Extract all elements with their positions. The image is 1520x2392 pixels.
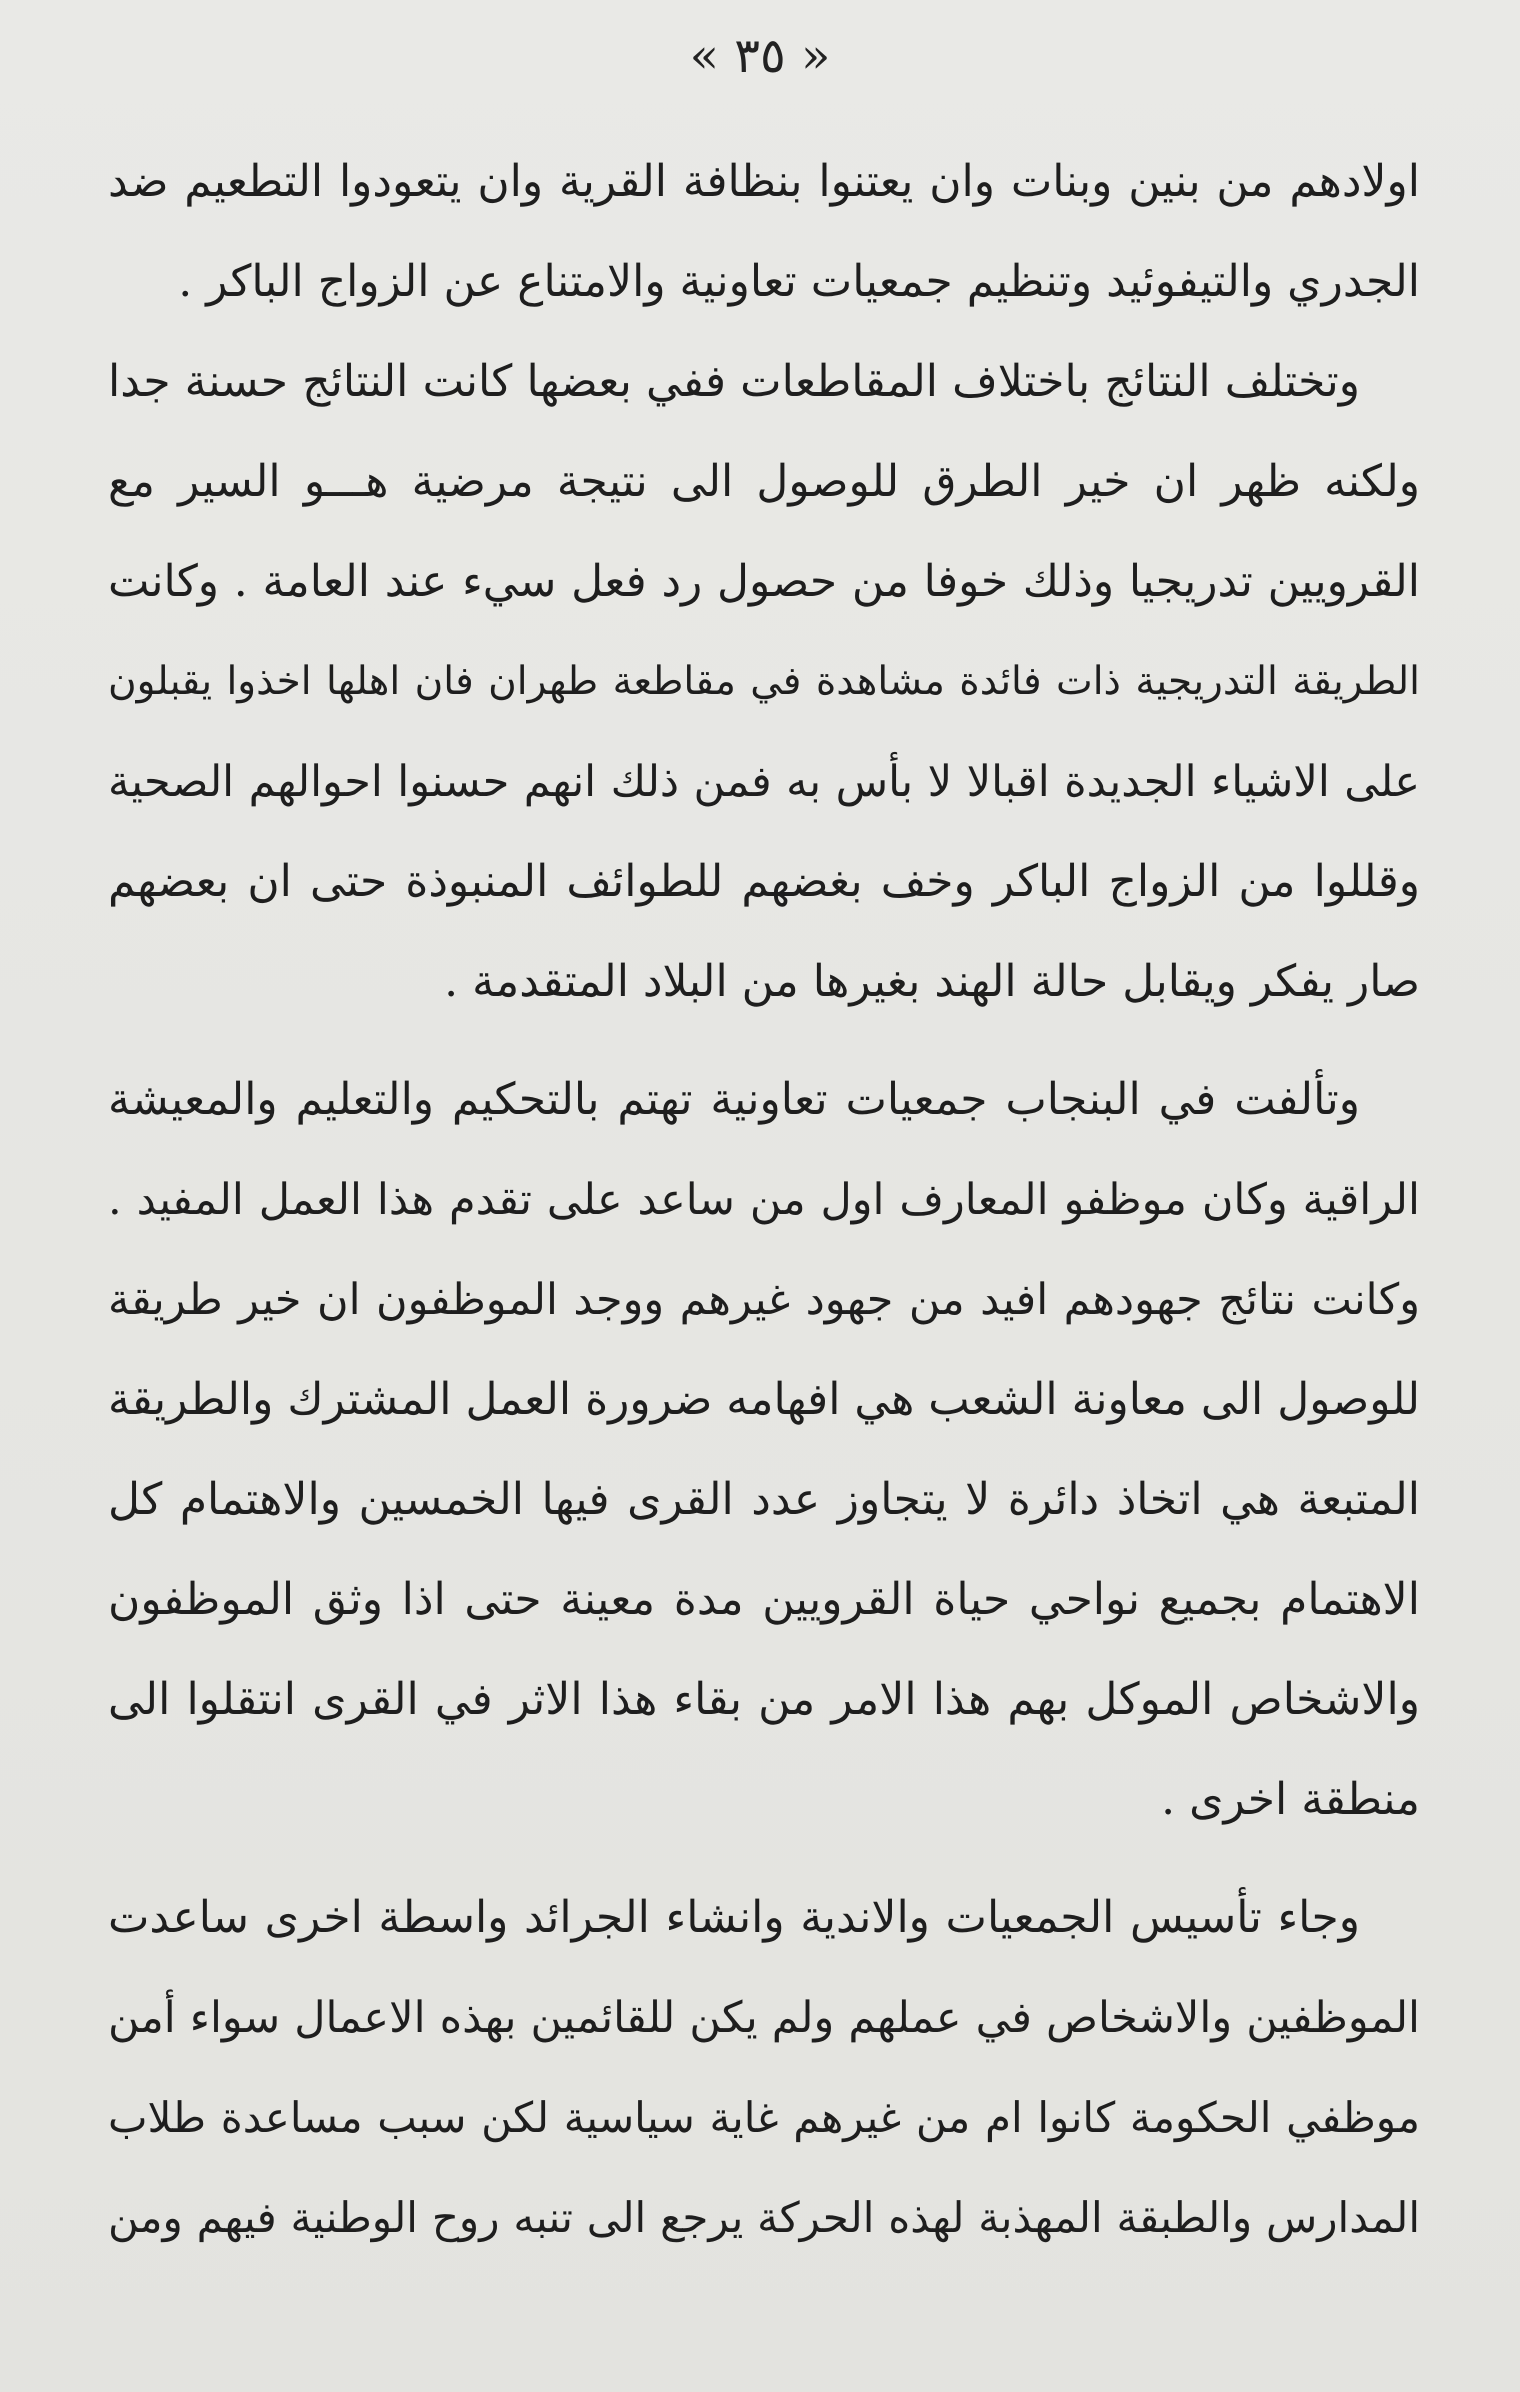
text-line: وتألفت في البنجاب جمعيات تعاونية تهتم بالتحكيم والتعليم والمعيشة [108,1074,1360,1125]
text-line: اولادهم من بنين وبنات وان يعتنوا بنظافة القرية وان يتعودوا التطعيم ضد [108,156,1420,207]
paragraph-4 [108,1868,1420,2268]
paragraph-3 [108,1050,1420,1850]
text-line: الاهتمام بجميع نواحي حياة القرويين مدة معينة حتى اذا وثق الموظفون [108,1574,1420,1625]
text-line: الطريقة التدريجية ذات فائدة مشاهدة في مقاطعة طهران فان اهلها اخذوا يقبلون [108,659,1420,704]
paragraph-2 [108,332,1420,1032]
text-line: على الاشياء الجديدة اقبالا لا بأس به فمن ذلك انهم حسنوا احوالهم الصحية [108,757,1420,807]
text-line: ولكنه ظهر ان خير الطرق للوصول الى نتيجة مرضية هـــو السير مع [108,456,1420,507]
page-body-text [108,132,1420,2268]
text-line: وجاء تأسيس الجمعيات والاندية وانشاء الجرائد واسطة اخرى ساعدت [108,1892,1360,1943]
text-line: وقللوا من الزواج الباكر وخف بغضهم للطوائف المنبوذة حتى ان بعضهم [108,856,1420,907]
text-line: الموظفين والاشخاص في عملهم ولم يكن للقائمين بهذه الاعمال سواء أمن [108,1993,1420,2043]
text-line: الراقية وكان موظفو المعارف اول من ساعد على تقدم هذا العمل المفيد . [108,1175,1420,1225]
text-line: القرويين تدريجيا وذلك خوفا من حصول رد فعل سيء عند العامة . وكانت [108,556,1420,607]
text-line: منطقة اخرى . [1161,1774,1420,1825]
paragraph-gap [108,1032,1420,1050]
text-line: وتختلف النتائج باختلاف المقاطعات ففي بعضها كانت النتائج حسنة جدا [108,356,1360,407]
text-line: المدارس والطبقة المهذبة لهذه الحركة يرجع الى تنبه روح الوطنية فيهم ومن [108,2193,1420,2242]
paragraph-gap [108,1850,1420,1868]
text-line: الجدري والتيفوئيد وتنظيم جمعيات تعاونية والامتناع عن الزواج الباكر . [178,256,1420,307]
text-line: للوصول الى معاونة الشعب هي افهامه ضرورة العمل المشترك والطريقة [108,1374,1420,1425]
text-line: والاشخاص الموكل بهم هذا الامر من بقاء هذا الاثر في القرى انتقلوا الى [108,1674,1420,1725]
text-line: موظفي الحكومة كانوا ام من غيرهم غاية سياسية لكن سبب مساعدة طلاب [108,2093,1420,2142]
text-line: وكانت نتائج جهودهم افيد من جهود غيرهم ووجد الموظفون ان خير طريقة [108,1275,1420,1325]
text-line: صار يفكر ويقابل حالة الهند بغيرها من البلاد المتقدمة . [444,956,1420,1007]
page-number: « ٣٥ » [689,28,831,84]
text-line: المتبعة هي اتخاذ دائرة لا يتجاوز عدد القرى فيها الخمسين والاهتمام كل [108,1474,1420,1525]
paragraph-1 [108,132,1420,332]
